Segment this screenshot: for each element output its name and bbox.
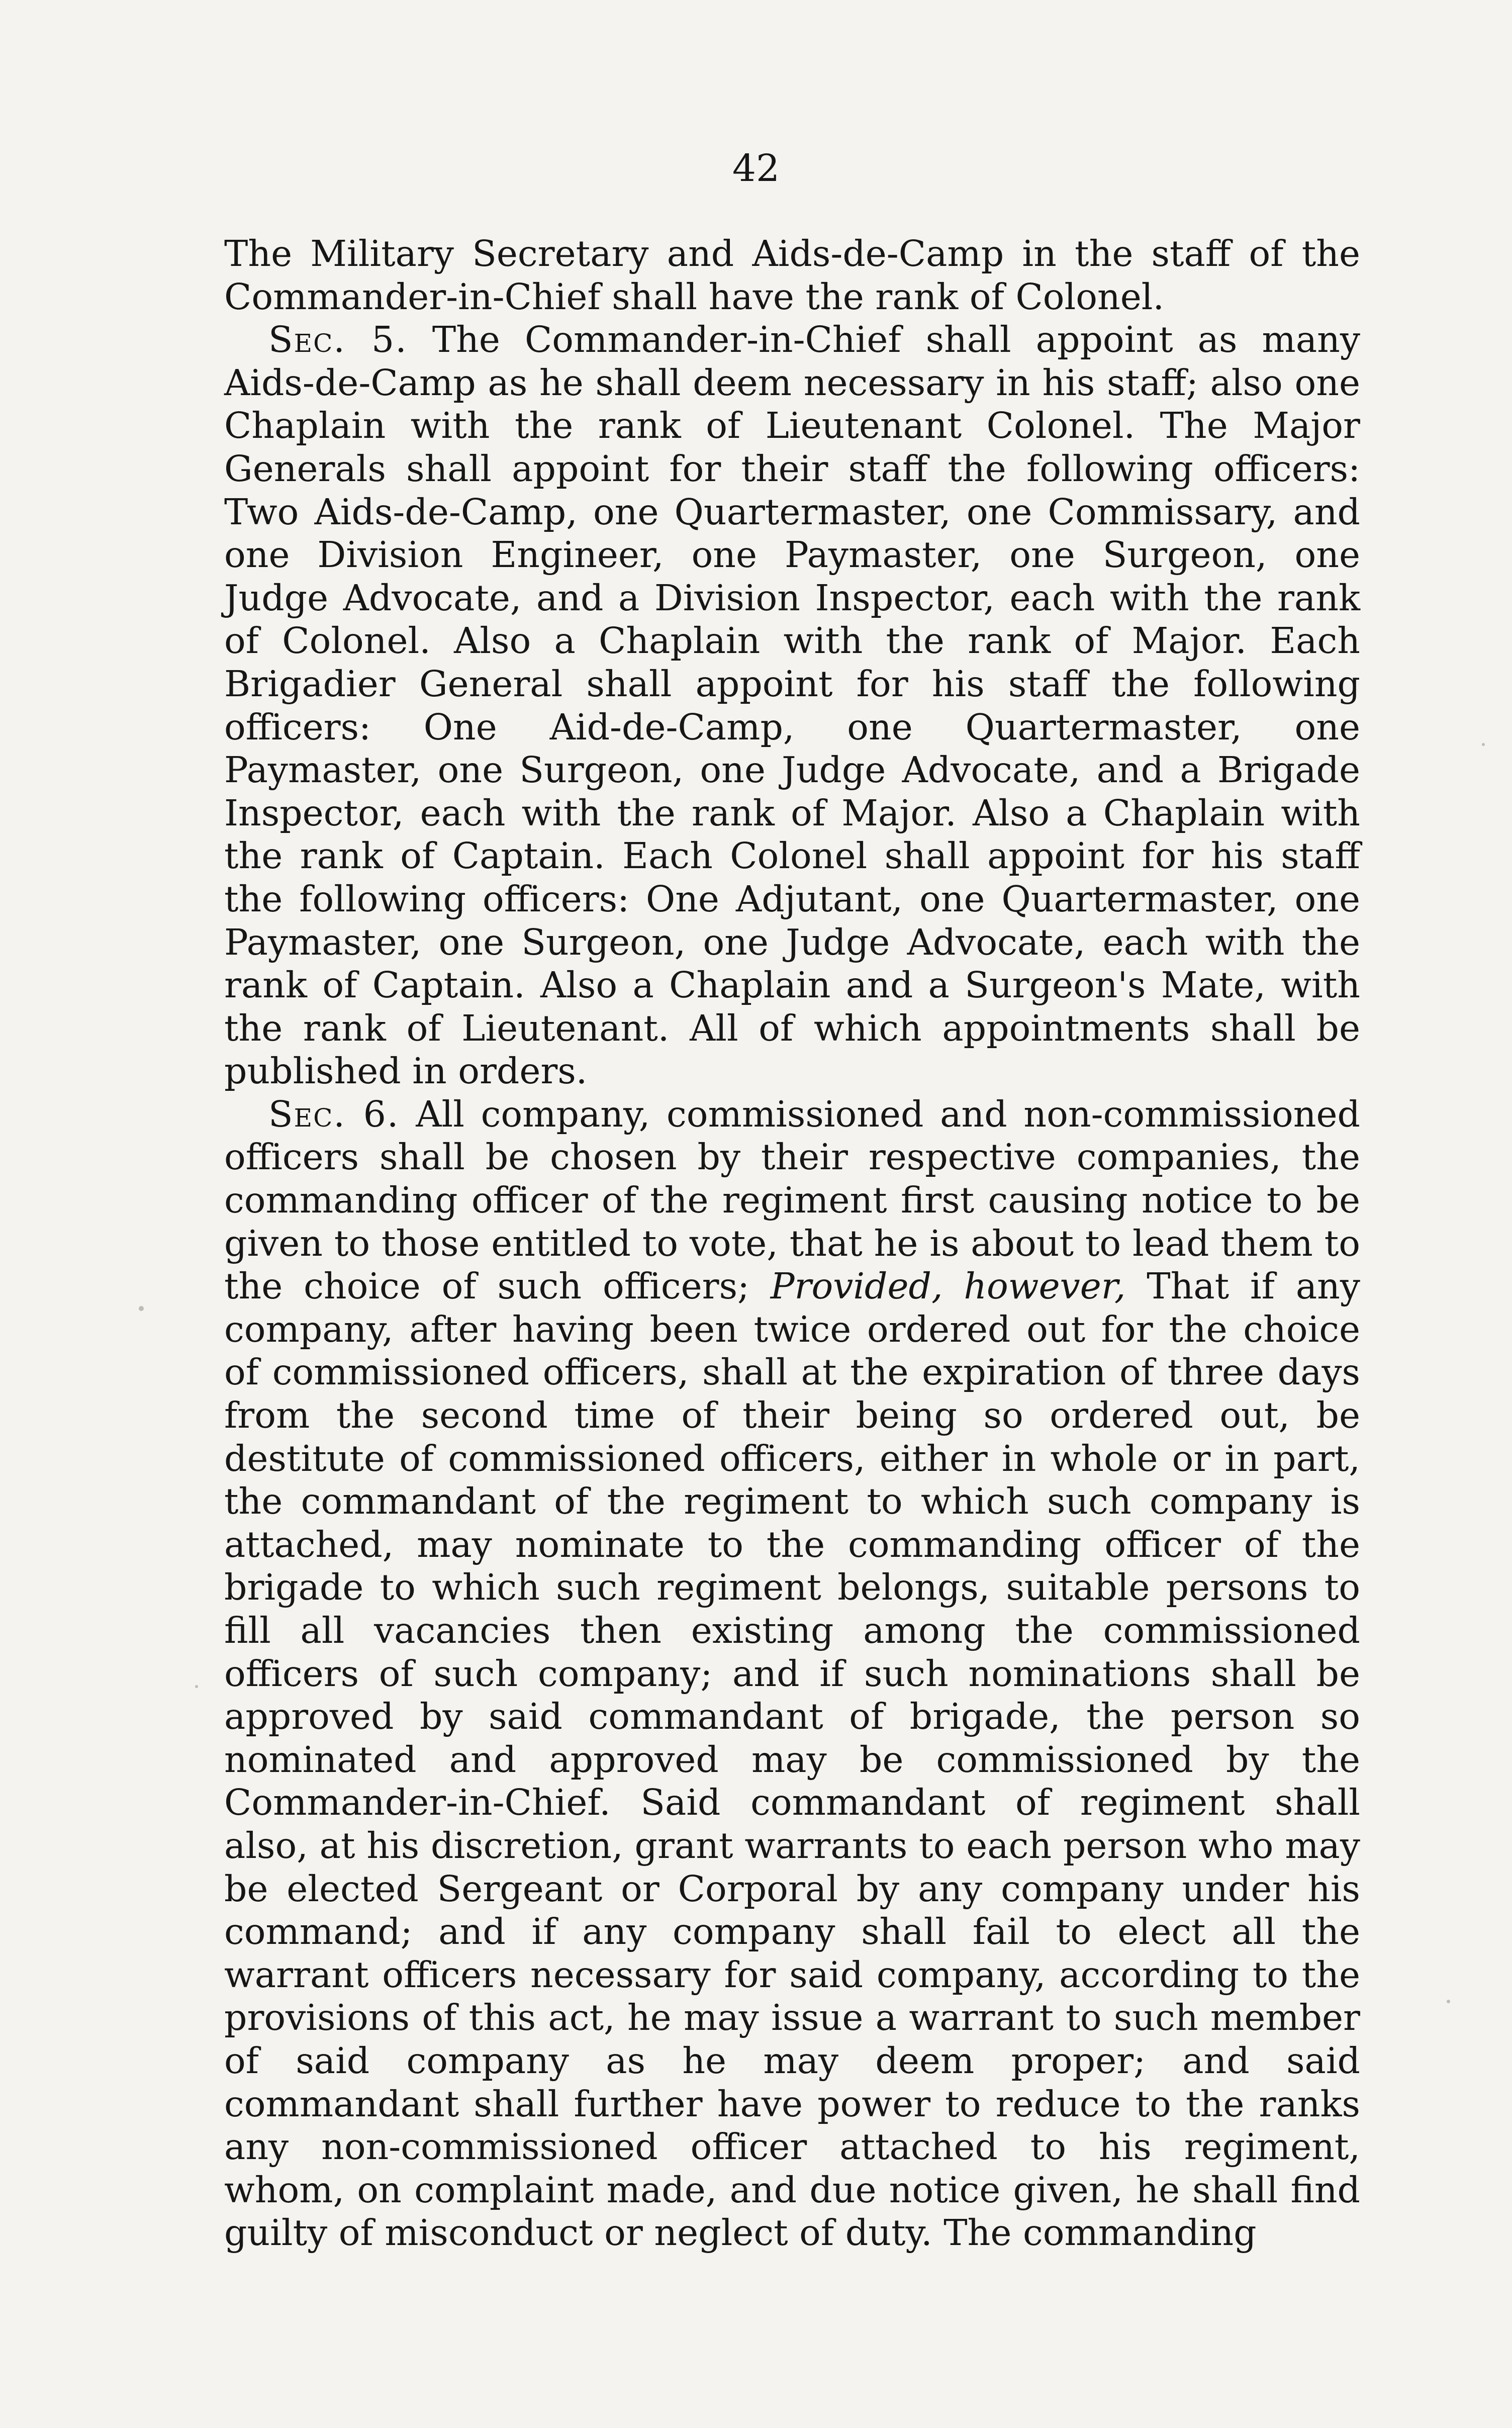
section-label: Sec. 6. — [268, 1093, 400, 1135]
body-text — [224, 232, 1360, 2255]
proviso-phrase: Provided, however, — [770, 1265, 1126, 1308]
paragraph-text: All company, commissioned and non-commissioned officers shall be chosen by their respective companies, the commanding officer of the regiment first causing notice to be given to those entitled to vote, that he is about to lead them to the choice of such officers; — [224, 1093, 1360, 1308]
paper-speck — [139, 1306, 144, 1311]
paper-speck — [1482, 743, 1485, 746]
paragraph-text: The Commander-in-Chief shall appoint as many Aids-de-Camp as he shall deem necessary in his staff; also one Chaplain with the rank of Lieutenant Colonel. The Major Generals shall appoint for their staff the following officers: Two Aids-de-Camp, one Quartermaster, one Commissary, and one Division Engineer, one Paymaster, one Surgeon, one Judge Advocate, and a Division Inspector, each with the rank of Colonel. Also a Chaplain with the rank of Major. Each Brigadier General shall appoint for his staff the following officers: One Aid-de-Camp, one Quartermaster, one Paymaster, one Surgeon, one Judge Advocate, and a Brigade Inspector, each with the rank of Major. Also a Chaplain with the rank of Captain. Each Colonel shall appoint for his staff the following officers: One Adjutant, one Quartermaster, one Paymaster, one Surgeon, one Judge Advocate, each with the rank of Captain. Also a Chaplain and a Surgeon's Mate, with the rank of Lieutenant. All of which appointments shall be published in orders. — [224, 319, 1360, 1092]
paper-speck — [195, 1685, 198, 1688]
section-label: Sec. 5. — [268, 319, 408, 361]
paragraph-staff-rank — [224, 232, 1360, 318]
paragraph-text: That if any company, after having been twice ordered out for the choice of commissioned officers, shall at the expiration of three days from the second time of their being so ordered out, be destitute of commissioned officers, either in whole or in part, the commandant of the regiment to which such company is attached, may nominate to the commanding officer of the brigade to which such regiment belongs, suitable persons to fill all vacancies then existing among the commissioned officers of such company; and if such nominations shall be approved by said commandant of brigade, the person so nominated and approved may be commissioned by the Commander-in-Chief. Said commandant of regiment shall also, at his discretion, grant warrants to each person who may be elected Sergeant or Corporal by any company under his command; and if any company shall fail to elect all the warrant officers necessary for said company, according to the provisions of this act, he may issue a warrant to such member of said company as he may deem proper; and said commandant shall further have power to reduce to the ranks any non-commissioned officer attached to his regiment, whom, on complaint made, and due notice given, he shall find guilty of misconduct or neglect of duty. The commanding — [224, 1265, 1360, 2254]
paragraph-text: The Military Secretary and Aids-de-Camp in the staff of the Commander-in-Chief shall have the rank of Colonel. — [224, 233, 1360, 318]
paragraph-section-6 — [224, 1093, 1360, 2255]
paper-speck — [1447, 2000, 1450, 2003]
paragraph-section-5 — [224, 318, 1360, 1093]
page-number: 42 — [732, 147, 780, 190]
